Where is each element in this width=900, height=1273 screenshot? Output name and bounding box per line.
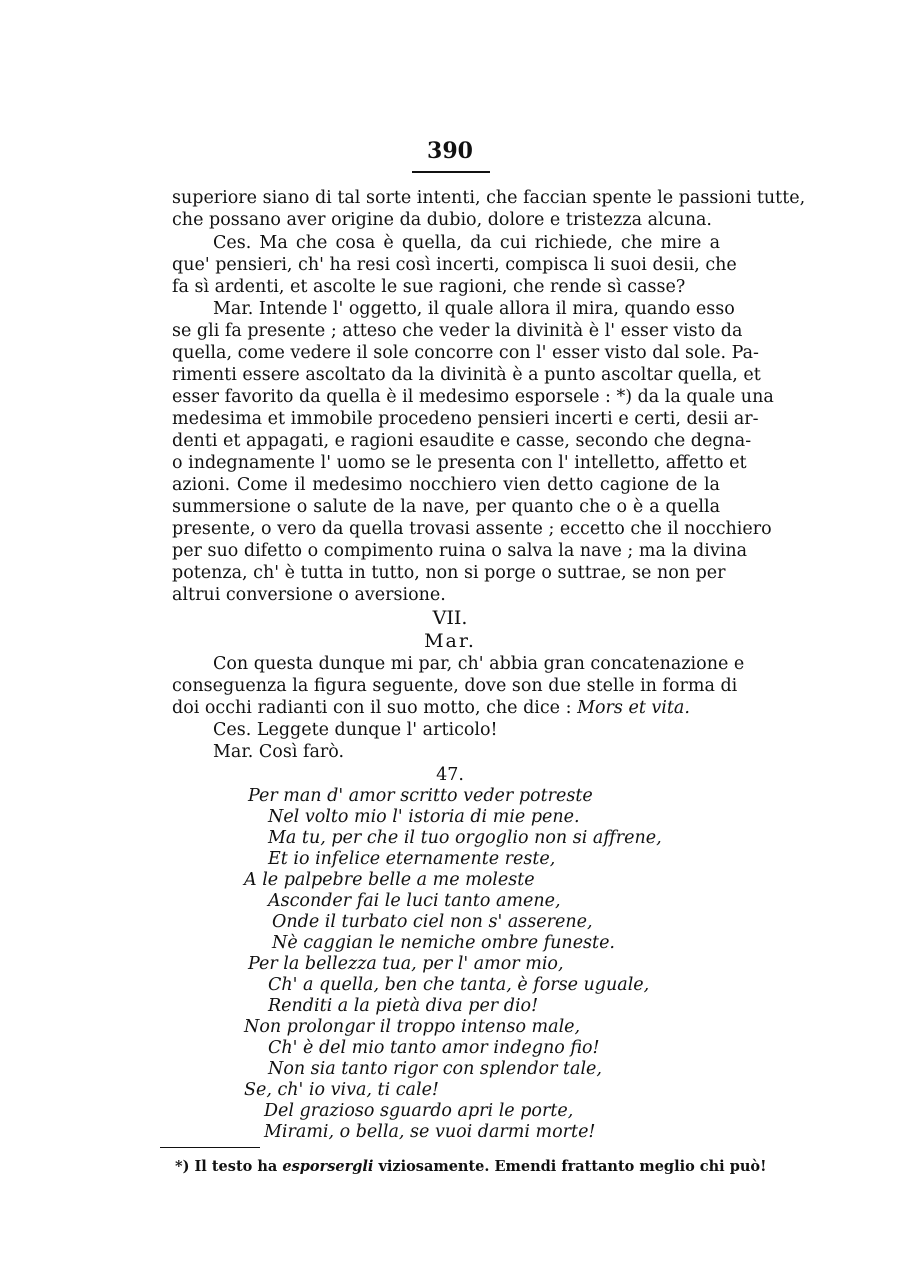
prose-line: fa sì ardenti, et ascolte le sue ragioni, che rende sì casse?	[172, 277, 686, 297]
poem-line: Per la bellezza tua, per l' amor mio,	[248, 954, 564, 974]
prose-line: azioni. Come il medesimo nocchiero vien detto cagione de la	[172, 475, 720, 495]
prose-line: o indegnamente l' uomo se le presenta con l' intelletto, affetto et	[172, 453, 747, 473]
footnote-mark: *)	[175, 1158, 190, 1175]
page-number-rule	[412, 171, 490, 173]
footnote-text: viziosamente. Emendi frattanto meglio chi può!	[378, 1158, 767, 1175]
poem-line: A le palpebre belle a me moleste	[244, 870, 535, 890]
section-numeral: VII.	[432, 607, 468, 629]
footnote-rule	[160, 1147, 260, 1148]
prose-line: quella, come vedere il sole concorre con l' esser visto dal sole. Pa-	[172, 343, 759, 363]
prose-line: superiore siano di tal sorte intenti, che faccian spente le passioni tutte,	[172, 188, 806, 208]
poem-line: Non sia tanto rigor con splendor tale,	[268, 1059, 602, 1079]
poem-line: Se, ch' io viva, ti cale!	[244, 1080, 439, 1100]
dialogue-line: Con questa dunque mi par, ch' abbia gran concatenazione e	[213, 654, 745, 674]
poem-line: Nel volto mio l' istoria di mie pene.	[268, 807, 580, 827]
dialogue-line: Ces. Leggete dunque l' articolo!	[213, 720, 498, 740]
prose-line: per suo difetto o compimento ruina o salva la nave ; ma la divina	[172, 541, 748, 561]
poem-number: 47.	[436, 765, 464, 785]
poem-line: Mirami, o bella, se vuoi darmi morte!	[264, 1122, 596, 1142]
prose-line: potenza, ch' è tutta in tutto, non si porge o suttrae, se non per	[172, 563, 726, 583]
poem-line: Ch' a quella, ben che tanta, è forse uguale,	[268, 975, 650, 995]
section-speaker: Mar.	[424, 630, 476, 652]
poem-line: Non prolongar il troppo intenso male,	[244, 1017, 581, 1037]
prose-line: summersione o salute de la nave, per quanto che o è a quella	[172, 497, 720, 517]
poem-line: Et io infelice eternamente reste,	[268, 849, 556, 869]
prose-line: Mar. Intende l' oggetto, il quale allora il mira, quando esso	[213, 299, 735, 319]
prose-line: esser favorito da quella è il medesimo esporsele : *) da la quale una	[172, 387, 774, 407]
footnote-word: esporsergli	[282, 1158, 374, 1175]
poem-line: Per man d' amor scritto veder potreste	[248, 786, 593, 806]
page-number: 390	[427, 138, 473, 164]
poem-line: Onde il turbato ciel non s' asserene,	[272, 912, 593, 932]
poem-line: Ma tu, per che il tuo orgoglio non si affrene,	[268, 828, 662, 848]
prose-line: denti et appagati, e ragioni esaudite e casse, secondo che degna-	[172, 431, 752, 451]
motto-text: Mors et vita.	[577, 698, 690, 718]
poem-line: Renditi a la pietà diva per dio!	[268, 996, 539, 1016]
footnote	[175, 1158, 766, 1175]
dialogue-text: doi occhi radianti con il suo motto, che dice :	[172, 698, 572, 718]
poem-line: Nè caggian le nemiche ombre funeste.	[272, 933, 615, 953]
prose-line: presente, o vero da quella trovasi assente ; eccetto che il nocchiero	[172, 519, 772, 539]
prose-line: che possano aver origine da dubio, dolore e tristezza alcuna.	[172, 210, 712, 230]
dialogue-line	[172, 697, 690, 719]
prose-line: altrui conversione o aversione.	[172, 585, 446, 605]
prose-line: se gli fa presente ; atteso che veder la divinità è l' esser visto da	[172, 321, 743, 341]
poem-line: Ch' è del mio tanto amor indegno fio!	[268, 1038, 600, 1058]
dialogue-line: conseguenza la figura seguente, dove son due stelle in forma di	[172, 676, 738, 696]
footnote-text: Il testo ha	[194, 1158, 278, 1175]
prose-line: que' pensieri, ch' ha resi così incerti, compisca li suoi desii, che	[172, 255, 737, 275]
prose-line: medesima et immobile procedeno pensieri incerti e certi, desii ar-	[172, 409, 759, 429]
prose-line: Ces. Ma che cosa è quella, da cui richiede, che mire a	[213, 233, 720, 253]
poem-line: Del grazioso sguardo apri le porte,	[264, 1101, 574, 1121]
prose-line: rimenti essere ascoltato da la divinità è a punto ascoltar quella, et	[172, 365, 761, 385]
poem-line: Asconder fai le luci tanto amene,	[268, 891, 561, 911]
dialogue-line: Mar. Così farò.	[213, 742, 345, 762]
